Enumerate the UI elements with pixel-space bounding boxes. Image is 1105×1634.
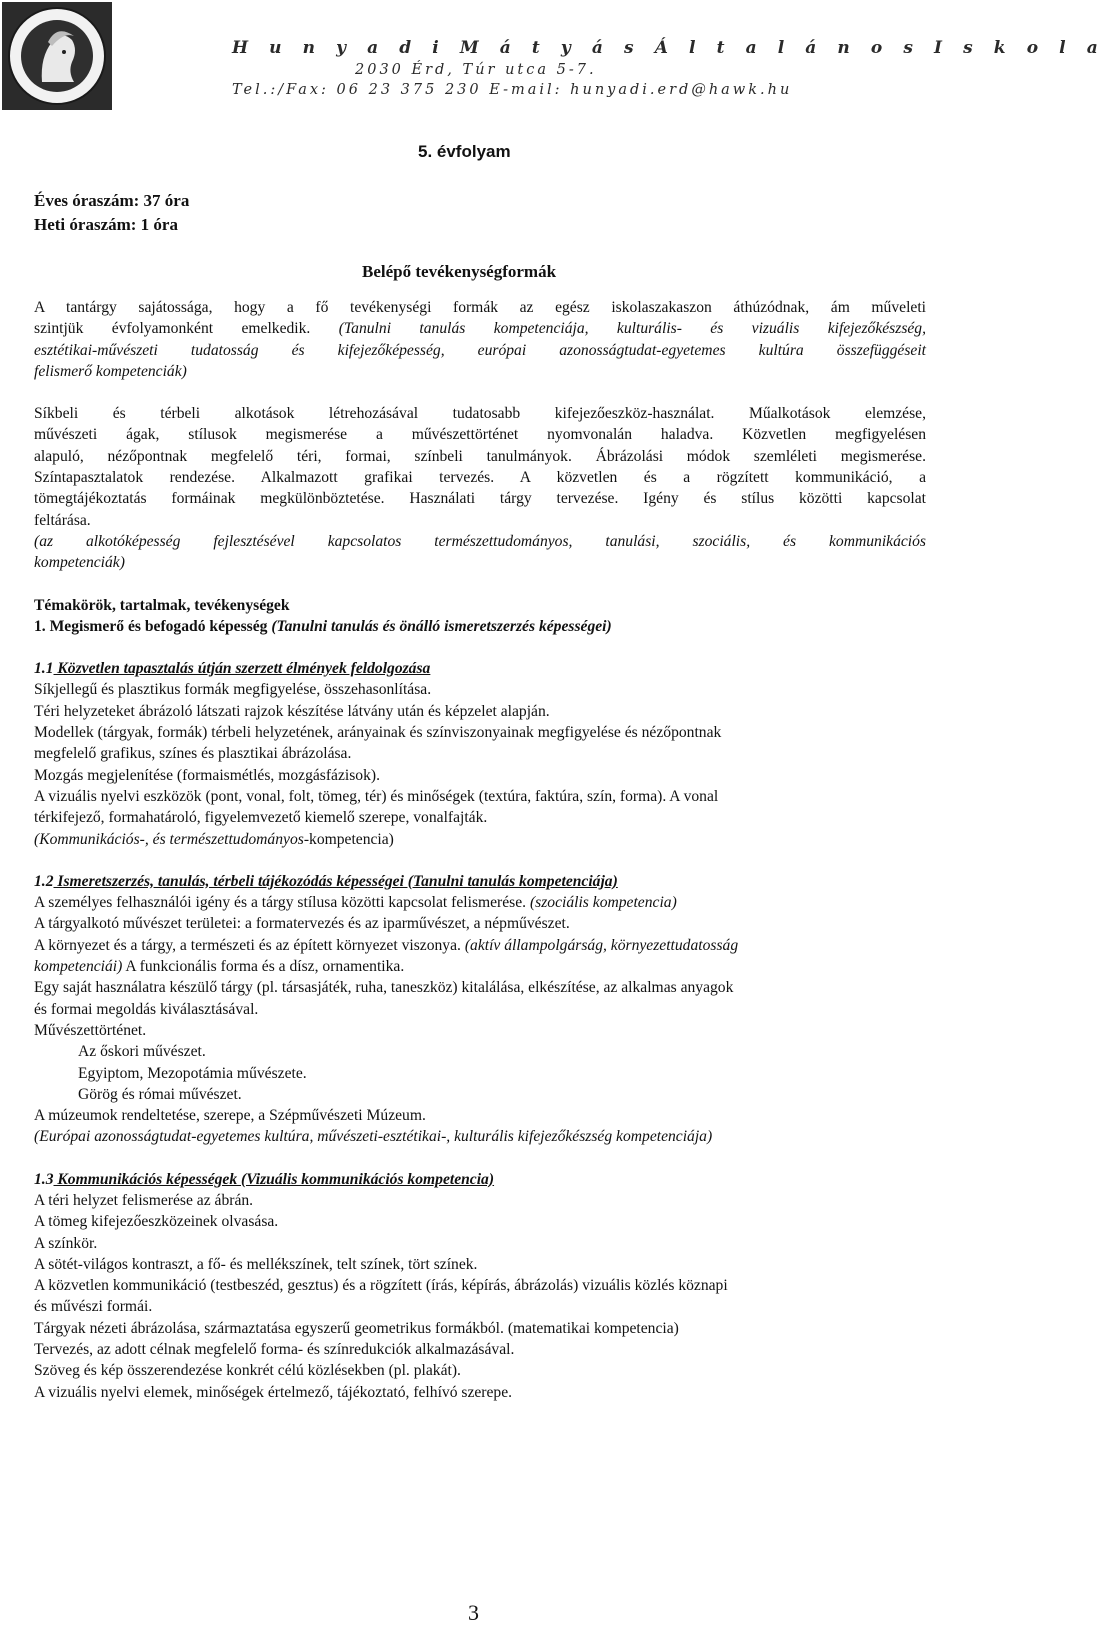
list-item: (Európai azonosságtudat-egyetemes kultúra, művészeti-esztétikai-, kulturális kifejezőkészség kompetenciája) — [34, 1128, 713, 1146]
list-item: Modellek (tárgyak, formák) térbeli helyzetének, arányainak és színviszonyainak megfigyelése és nézőpontnak — [34, 724, 722, 742]
list-item: és formai megoldás kiválasztásával. — [34, 1000, 259, 1018]
school-address: 2030 Érd, Túr utca 5-7. — [355, 62, 597, 78]
list-item: A tömeg kifejezőeszközeinek olvasása. — [34, 1213, 279, 1231]
list-item: A színkör. — [34, 1234, 98, 1252]
list-item: A sötét-világos kontraszt, a fő- és mellékszínek, telt színek, tört színek. — [34, 1255, 478, 1273]
intro-heading: Belépő tevékenységformák — [362, 262, 557, 281]
list-item: A vizuális nyelvi elemek, minőségek értelmező, tájékoztató, felhívó szerepe. — [34, 1383, 513, 1401]
list-item: A tárgyalkotó művészet területei: a formatervezés és az iparművészet, a népművészet. — [34, 915, 570, 933]
list-item: Síkjellegű és plasztikus formák megfigyelése, összehasonlítása. — [34, 681, 432, 699]
list-item: Tárgyak nézeti ábrázolása, származtatása egyszerű geometrikus formákból. (matematikai kompetencia) — [34, 1319, 679, 1337]
list-item: A vizuális nyelvi eszközök (pont, vonal, folt, tömeg, tér) és minőségek (textúra, faktúra, szín, forma). A vonal — [34, 787, 719, 805]
list-item: kompetenciái) A funkcionális forma és a dísz, ornamentika. — [34, 958, 405, 976]
list-item: Művészettörténet. — [34, 1021, 147, 1039]
school-name: H u n y a d i M á t y á s Á l t a l á n o s I s k o l a — [232, 38, 1105, 58]
list-item: A környezet és a tárgy, a természeti és az épített környezet viszonya. (aktív állampolgárság, környezettudatosság — [34, 936, 739, 954]
intro-p2-line: alapuló, nézőpontnak megfelelő téri, formai, színbeli tanulmányok. Ábrázolási módok szemléleti megismerése. — [34, 447, 926, 465]
school-crest-logo — [2, 2, 112, 110]
intro-p1-line: felismerő kompetenciák) — [34, 362, 187, 380]
document-body — [34, 297, 926, 1403]
list-item: Egyiptom, Mezopotámia művészete. — [78, 1064, 307, 1082]
intro-p1-line: esztétikai-művészeti tudatosság és kifejezőképesség, európai azonosságtudat-egyetemes kultúra összefüggéseit — [34, 341, 926, 359]
list-item: megfelelő grafikus, színes és plasztikai ábrázolása. — [34, 745, 352, 763]
intro-p1-line: szintjük évfolyamonként emelkedik. (Tanulni tanulás kompetenciája, kulturális- és vizuális kifejezőkészség, — [34, 320, 927, 338]
list-item: Az őskori művészet. — [78, 1043, 206, 1061]
intro-p2-line: (az alkotóképesség fejlesztésével kapcsolatos természettudományos, tanulási, szociális, és kommunikációs — [34, 532, 926, 550]
list-item: Szöveg és kép összerendezése konkrét célú közlésekben (pl. plakát). — [34, 1362, 461, 1380]
intro-p2-line: kompetenciák) — [34, 554, 125, 572]
list-item: A téri helyzet felismerése az ábrán. — [34, 1191, 254, 1209]
intro-p2-line: feltárása. — [34, 511, 91, 529]
list-item: A személyes felhasználói igény és a tárgy stílusa közötti kapcsolat felismerése. (szociális kompetencia) — [34, 894, 677, 912]
list-item: Mozgás megjelenítése (formaismétlés, mozgásfázisok). — [34, 766, 380, 784]
list-item: Tervezés, az adott célnak megfelelő forma- és színredukciók alkalmazásával. — [34, 1341, 515, 1359]
hours-block — [34, 189, 189, 237]
list-item: Görög és római művészet. — [78, 1085, 242, 1103]
list-item: A múzeumok rendeltetése, szerepe, a Szépművészeti Múzeum. — [34, 1107, 426, 1125]
list-item: és művészi formái. — [34, 1298, 153, 1316]
letterhead — [232, 36, 1105, 100]
page-number: 3 — [468, 1600, 479, 1625]
list-item: Egy saját használatra készülő tárgy (pl. társasjáték, ruha, taneszköz) kitalálása, elkészítése, az alkalmas anyagok — [34, 979, 734, 997]
list-item: Téri helyzeteket ábrázoló látszati rajzok készítése látvány után és képzelet alapján. — [34, 702, 550, 720]
annual-hours: Éves óraszám: 37 óra — [34, 191, 190, 210]
subsection-1-1-heading: 1.1 Közvetlen tapasztalás útján szerzett élmények feldolgozása — [34, 660, 431, 678]
section-1-heading: 1. Megismerő és befogadó képesség (Tanulni tanulás és önálló ismeretszerzés képességei) — [34, 617, 612, 635]
list-item: A közvetlen kommunikáció (testbeszéd, gesztus) és a rögzített (írás, képírás, ábrázolás) vizuális közlés köznapi — [34, 1277, 728, 1295]
grade-title: 5. évfolyam — [418, 142, 511, 161]
topics-heading: Témakörök, tartalmak, tevékenységek — [34, 596, 290, 614]
weekly-hours: Heti óraszám: 1 óra — [34, 215, 178, 234]
subsection-1-2-heading: 1.2 Ismeretszerzés, tanulás, térbeli tájékozódás képességei (Tanulni tanulás kompetenciája) — [34, 872, 618, 890]
intro-p2-line: Színtapasztalatok rendezése. Alkalmazott grafikai tervezés. A közvetlen és a rögzített kommunikáció, a — [34, 469, 926, 487]
school-contact: Tel.:/Fax: 06 23 375 230 E-mail: hunyadi.erd@hawk.hu — [232, 82, 793, 98]
intro-p2-line: tömegtájékoztatás formáinak megkülönböztetése. Használati tárgy tervezése. Igény és stílus közötti kapcsolat — [34, 490, 926, 508]
intro-p2-line: művészeti ágak, stílusok megismerése a művészettörténet nyomvonalán haladva. Közvetlen megfigyelésen — [34, 426, 926, 444]
subsection-1-3-heading: 1.3 Kommunikációs képességek (Vizuális kommunikációs kompetencia) — [34, 1170, 495, 1188]
intro-p2-line: Síkbeli és térbeli alkotások létrehozásával tudatosabb kifejezőeszköz-használat. Műalkotások elemzése, — [34, 405, 926, 423]
list-item: (Kommunikációs-, és természettudományos-kompetencia) — [34, 830, 394, 848]
intro-p1-line: A tantárgy sajátossága, hogy a fő tevékenységi formák az egész iskolaszakaszon áthúzódnak, ám műveleti — [34, 299, 926, 316]
list-item: térkifejező, formahatároló, figyelemvezető kiemelő szerepe, vonalfajták. — [34, 809, 488, 827]
